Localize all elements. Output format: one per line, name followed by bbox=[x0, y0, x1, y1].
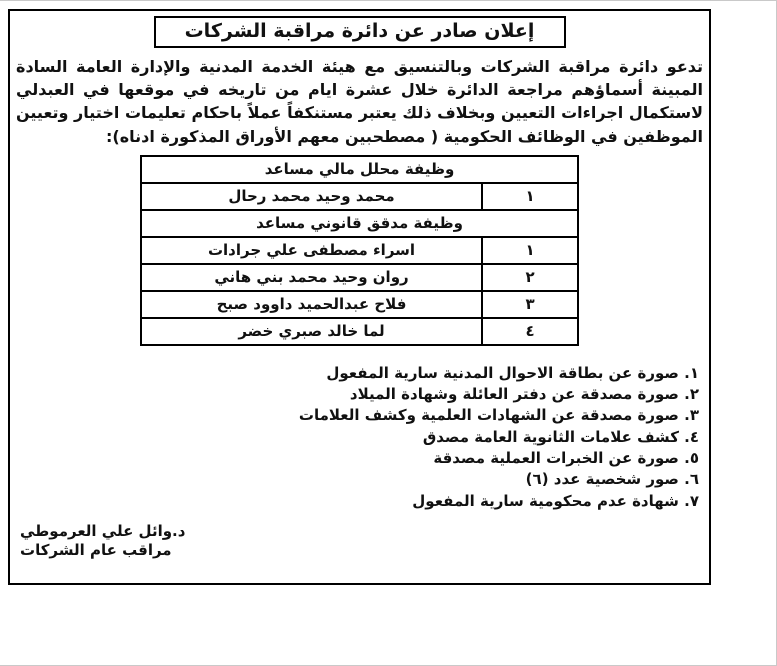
applicant-name: محمد وحيد محمد رحال bbox=[141, 183, 482, 210]
applicant-name: لما خالد صبري خضر bbox=[141, 318, 482, 345]
section-header-row bbox=[141, 156, 578, 183]
announcement-body: تدعو دائرة مراقبة الشركات وبالتنسيق مع هيئة الخدمة المدنية والإدارة العامة السادة المبينة أسماؤهم مراجعة الدائرة خلال عشرة ايام من تاريخه في موقعها في العبدلي لاستكمال اجراءات التعيين وبخلاف ذلك يعتبر مستنكفاً عملاً باحكام تعليمات اختيار وتعيين الموظفين في الوظائف الحكومية ( مصطحبين معهم الأوراق المذكورة ادناه): bbox=[16, 57, 703, 146]
applicant-serial: ١ bbox=[482, 237, 578, 264]
requirement-item: ٣. صورة مصدقة عن الشهادات العلمية وكشف العلامات bbox=[298, 406, 699, 425]
signature-block bbox=[10, 522, 709, 561]
requirement-item: ٦. صور شخصية عدد (٦) bbox=[525, 470, 699, 489]
applicant-name: اسراء مصطفى علي جرادات bbox=[141, 237, 482, 264]
table-row bbox=[141, 291, 578, 318]
signatory-title: مراقب عام الشركات bbox=[20, 541, 172, 560]
requirement-item: ١. صورة عن بطاقة الاحوال المدنية سارية المفعول bbox=[326, 363, 699, 382]
applicant-serial: ٢ bbox=[482, 264, 578, 291]
requirement-item: ٧. شهادة عدم محكومية سارية المفعول bbox=[412, 491, 699, 510]
requirements-list bbox=[10, 363, 709, 512]
requirement-item: ٥. صورة عن الخبرات العملية مصدقة bbox=[433, 448, 699, 467]
announcement-title: إعلان صادر عن دائرة مراقبة الشركات bbox=[184, 20, 535, 42]
job-title-header: وظيفة محلل مالي مساعد bbox=[141, 156, 578, 183]
applicant-name: فلاح عبدالحميد داوود صبح bbox=[141, 291, 482, 318]
applicants-table bbox=[140, 155, 579, 346]
table-row bbox=[141, 237, 578, 264]
table-row bbox=[141, 183, 578, 210]
applicant-serial: ٤ bbox=[482, 318, 578, 345]
applicant-name: روان وحيد محمد بني هاني bbox=[141, 264, 482, 291]
requirement-item: ٢. صورة مصدقة عن دفتر العائلة وشهادة الميلاد bbox=[349, 385, 699, 404]
table-row bbox=[141, 264, 578, 291]
applicant-serial: ١ bbox=[482, 183, 578, 210]
job-title-header: وظيفة مدقق قانوني مساعد bbox=[141, 210, 578, 237]
section-header-row bbox=[141, 210, 578, 237]
signatory-name: د.وائل علي العرموطي bbox=[20, 521, 186, 540]
requirement-item: ٤. كشف علامات الثانوية العامة مصدق bbox=[422, 427, 699, 446]
table-row bbox=[141, 318, 578, 345]
announcement-title-box bbox=[154, 16, 566, 48]
applicant-serial: ٣ bbox=[482, 291, 578, 318]
announcement-document bbox=[8, 9, 711, 585]
